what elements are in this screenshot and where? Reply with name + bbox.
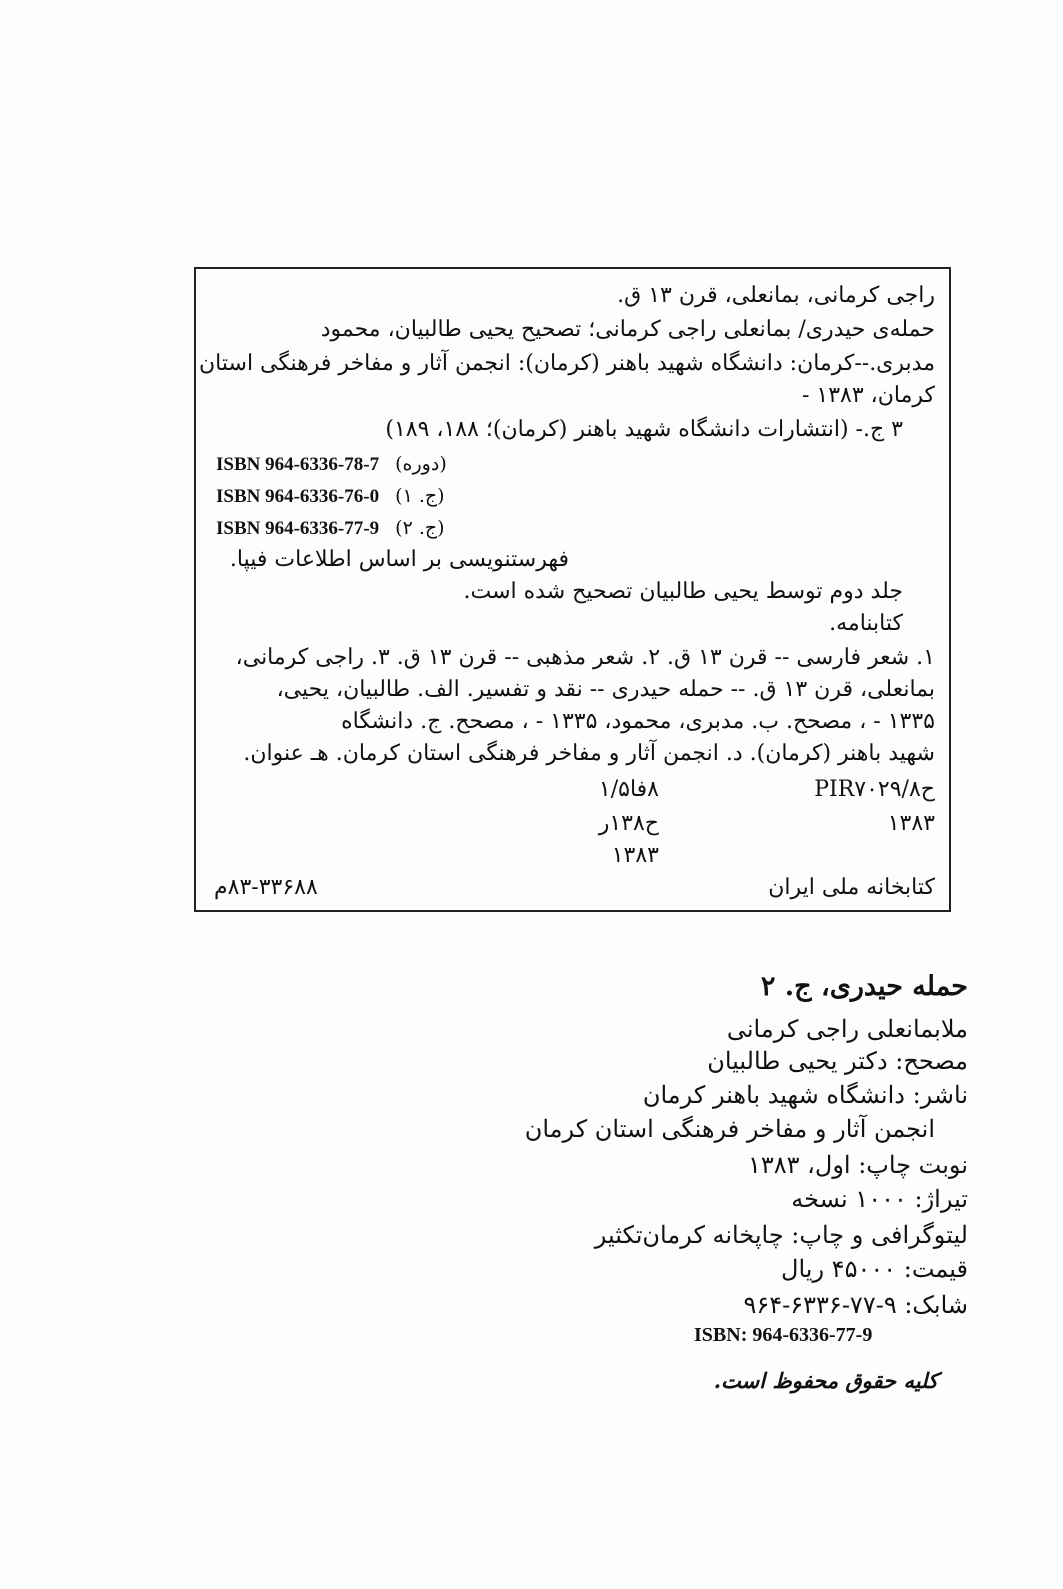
card-subjects-line-3: ۱۳۳۵ - ، مصحح. ب. مدبری، محمود، ۱۳۳۵ - ، مصحح. ج. دانشگاه — [341, 709, 935, 734]
dewey-call-number: ۸فا۱/۵ — [598, 777, 659, 802]
isbn-number: ISBN 964-6336-77-9 — [216, 518, 380, 539]
colophon-printing: لیتوگرافی و چاپ: چاپخانه کرمان‌تکثیر — [594, 1221, 968, 1249]
lc-call-number: PIR۷۰۲۹/ح۸ — [814, 777, 935, 802]
card-imprint-line: مدبری.--کرمان: دانشگاه شهید باهنر (کرمان): انجمن آثار و مفاخر فرهنگی استان — [199, 351, 935, 376]
isbn-number: ISBN 964-6336-78-7 — [216, 454, 380, 475]
isbn-volume: (دوره) — [395, 453, 447, 475]
card-subjects-line-2: بمانعلی، قرن ۱۳ ق. -- حمله حیدری -- نقد و تفسیر. الف. طالبیان، یحیی، — [276, 677, 935, 702]
colophon-publisher-2: انجمن آثار و مفاخر فرهنگی استان کرمان — [524, 1115, 935, 1143]
isbn-number: ISBN 964-6336-76-0 — [216, 486, 380, 507]
dewey-year: ۱۳۸۳ — [611, 843, 659, 868]
dewey-cutter: ح۱۳۸ر — [598, 811, 659, 836]
card-series-line: ۳ ج.- (انتشارات دانشگاه شهید باهنر (کرمان)؛ ۱۸۸، ۱۸۹) — [385, 417, 903, 442]
colophon-title: حمله حیدری، ج. ۲ — [760, 971, 968, 1002]
colophon-editor: مصحح: دکتر یحیی طالبیان — [707, 1047, 968, 1075]
colophon-isbn: ISBN: 964-6336-77-9 — [694, 1324, 873, 1346]
card-note-fipa: فهرستنویسی بر اساس اطلاعات فیپا. — [229, 547, 569, 572]
card-imprint-year-line: کرمان، ۱۳۸۳ - — [801, 383, 935, 408]
colophon-edition: نوبت چاپ: اول، ۱۳۸۳ — [747, 1151, 968, 1179]
catalog-card — [194, 267, 951, 912]
colophon-shabak: شابک: ۹-۷۷-۶۳۳۶-۹۶۴ — [743, 1291, 968, 1319]
lc-year: ۱۳۸۳ — [887, 811, 935, 836]
card-record-number: ۸۳-۳۳۶۸۸م — [214, 875, 318, 900]
card-subjects-line-1: ۱. شعر فارسی -- قرن ۱۳ ق. ۲. شعر مذهبی -- قرن ۱۳ ق. ۳. راجی کرمانی، — [235, 645, 935, 670]
card-isbn-set — [216, 451, 447, 478]
card-isbn-vol1 — [216, 483, 445, 510]
card-isbn-vol2 — [216, 515, 445, 542]
colophon-price: قیمت: ۴۵۰۰۰ ریال — [781, 1255, 968, 1283]
card-note-volume: جلد دوم توسط یحیی طالبیان تصحیح شده است. — [463, 579, 903, 604]
isbn-volume: (ج. ۲) — [395, 517, 445, 539]
card-library-name: کتابخانه ملی ایران — [768, 875, 935, 900]
colophon-author: ملابمانعلی راجی کرمانی — [726, 1015, 968, 1043]
colophon-rights: کلیه حقوق محفوظ است. — [713, 1368, 938, 1393]
card-note-bibliography: کتابنامه. — [829, 611, 903, 636]
colophon-circulation: تیراژ: ۱۰۰۰ نسخه — [791, 1185, 968, 1213]
card-title-line: حمله‌ی حیدری/ بمانعلی راجی کرمانی؛ تصحیح یحیی طالبیان، محمود — [320, 317, 935, 342]
card-author-line: راجی کرمانی، بمانعلی، قرن ۱۳ ق. — [617, 283, 935, 308]
isbn-volume: (ج. ۱) — [395, 485, 445, 507]
card-subjects-line-4: شهید باهنر (کرمان). د. انجمن آثار و مفاخر فرهنگی استان کرمان. هـ عنوان. — [243, 741, 935, 766]
colophon-publisher: ناشر: دانشگاه شهید باهنر کرمان — [642, 1081, 968, 1109]
